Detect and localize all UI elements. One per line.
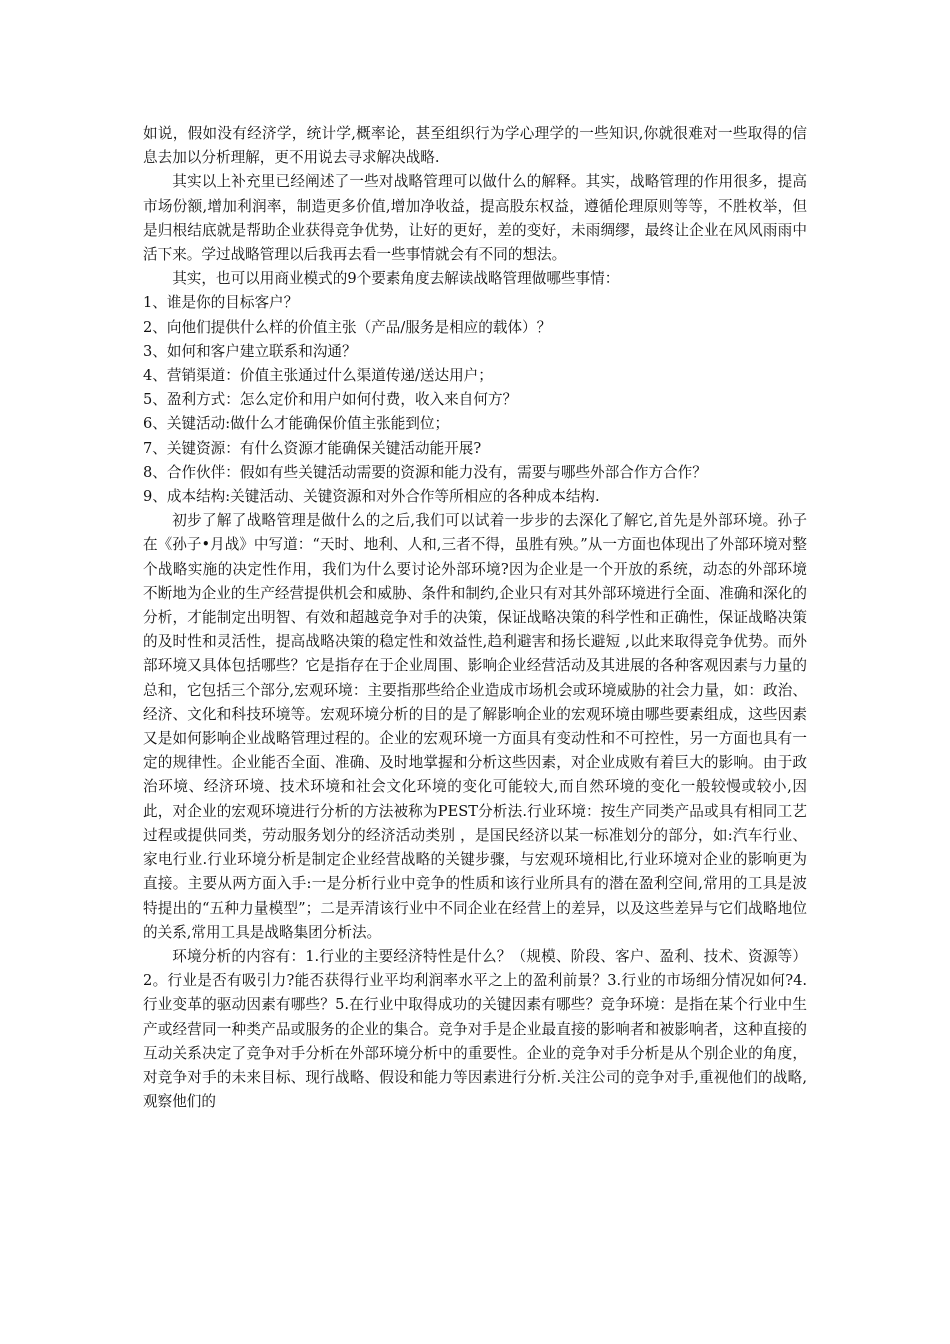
paragraph-5: 环境分析的内容有：1.行业的主要经济特性是什么？（规模、阶段、客户、盈利、技术、资源等）2。行业是否有吸引力?能否获得行业平均利润率水平之上的盈利前景？3.行业的市场细分情况如何?4.行业变革的驱动因素有哪些？5.在行业中取得成功的关键因素有哪些？竞争环境：是指在某个行业中生产或经营同一种类产品或服务的企业的集合。竞争对手是企业最直接的影响者和被影响者，这种直接的互动关系决定了竞争对手分析在外部环境分析中的重要性。企业的竞争对手分析是从个别企业的角度，对竞争对手的未来目标、现行战略、假设和能力等因素进行分析.关注公司的竞争对手,重视他们的战略,观察他们的	[143, 947, 807, 1111]
paragraph-1: 如说，假如没有经济学，统计学,概率论，甚至组织行为学心理学的一些知识,你就很难对一些取得的信息去加以分析理解，更不用说去寻求解决战略.	[143, 125, 807, 167]
paragraph-3: 其实，也可以用商业模式的9个要素角度去解读战略管理做哪些事情：	[172, 270, 620, 288]
list-item: 5、盈利方式：怎么定价和用户如何付费，收入来自何方？	[143, 391, 518, 409]
list-item: 8、合作伙伴：假如有些关键活动需要的资源和能力没有，需要与哪些外部合作方合作？	[143, 463, 707, 481]
list-item: 1、谁是你的目标客户？	[143, 294, 299, 312]
list-item: 3、如何和客户建立联系和沟通？	[143, 342, 357, 360]
list-item: 7、关键资源：有什么资源才能确保关键活动能开展?	[143, 439, 482, 457]
document-body	[143, 122, 807, 1114]
paragraph-2: 其实以上补充里已经阐述了一些对战略管理可以做什么的解释。其实，战略管理的作用很多，提高市场份额,增加利润率，制造更多价值,增加净收益，提高股东权益，遵循伦理原则等等，不胜枚举，但是归根结底就是帮助企业获得竞争优势，让好的更好，差的变好，未雨绸缪，最终让企业在风风雨雨中活下来。学过战略管理以后我再去看一些事情就会有不同的想法。	[143, 173, 807, 264]
list-item: 4、营销渠道：价值主张通过什么渠道传递/送达用户；	[143, 367, 493, 385]
list-item: 2、向他们提供什么样的价值主张（产品/服务是相应的载体）？	[143, 318, 552, 336]
business-model-list	[143, 291, 807, 509]
list-item: 6、关键活动:做什么才能确保价值主张能到位；	[143, 415, 450, 433]
paragraph-4: 初步了解了战略管理是做什么的之后,我们可以试着一步步的去深化了解它,首先是外部环境。孙子在《孙子•月战》中写道：“天时、地利、人和,三者不得，虽胜有殃。”从一方面也体现出了外部环境对整个战略实施的决定性作用，我们为什么要讨论外部环境?因为企业是一个开放的系统，动态的外部环境不断地为企业的生产经营提供机会和威胁、条件和制约,企业只有对其外部环境进行全面、准确和深化的分析，才能制定出明智、有效和超越竞争对手的决策，保证战略决策的科学性和正确性，保证战略决策的及时性和灵活性，提高战略决策的稳定性和效益性,趋利避害和扬长避短 ,以此来取得竞争优势。而外部环境又具体包括哪些？它是指存在于企业周围、影响企业经营活动及其进展的各种客观因素与力量的总和，它包括三个部分,宏观环境：主要指那些给企业造成市场机会或环境威胁的社会力量，如：政治、经济、文化和科技环境等。宏观环境分析的目的是了解影响企业的宏观环境由哪些要素组成，这些因素又是如何影响企业战略管理过程的。企业的宏观环境一方面具有变动性和不可控性，另一方面也具有一定的规律性。企业能否全面、准确、及时地掌握和分析这些因素，对企业成败有着巨大的影响。由于政治环境、经济环境、技术环境和社会文化环境的变化可能较大,而自然环境的变化一般较慢或较小,因此，对企业的宏观环境进行分析的方法被称为PEST分析法.行业环境：按生产同类产品或具有相同工艺过程或提供同类，劳动服务划分的经济活动类别 ，是国民经济以某一标准划分的部分，如:汽车行业、家电行业.行业环境分析是制定企业经营战略的关键步骤，与宏观环境相比,行业环境对企业的影响更为直接。主要从两方面入手:一是分析行业中竞争的性质和该行业所具有的潜在盈利空间,常用的工具是波特提出的“五种力量模型”；二是弄清该行业中不同企业在经营上的差异，以及这些差异与它们战略地位的关系,常用工具是战略集团分析法。	[143, 512, 807, 941]
list-item: 9、成本结构:关键活动、关键资源和对外合作等所相应的各种成本结构.	[143, 488, 600, 506]
